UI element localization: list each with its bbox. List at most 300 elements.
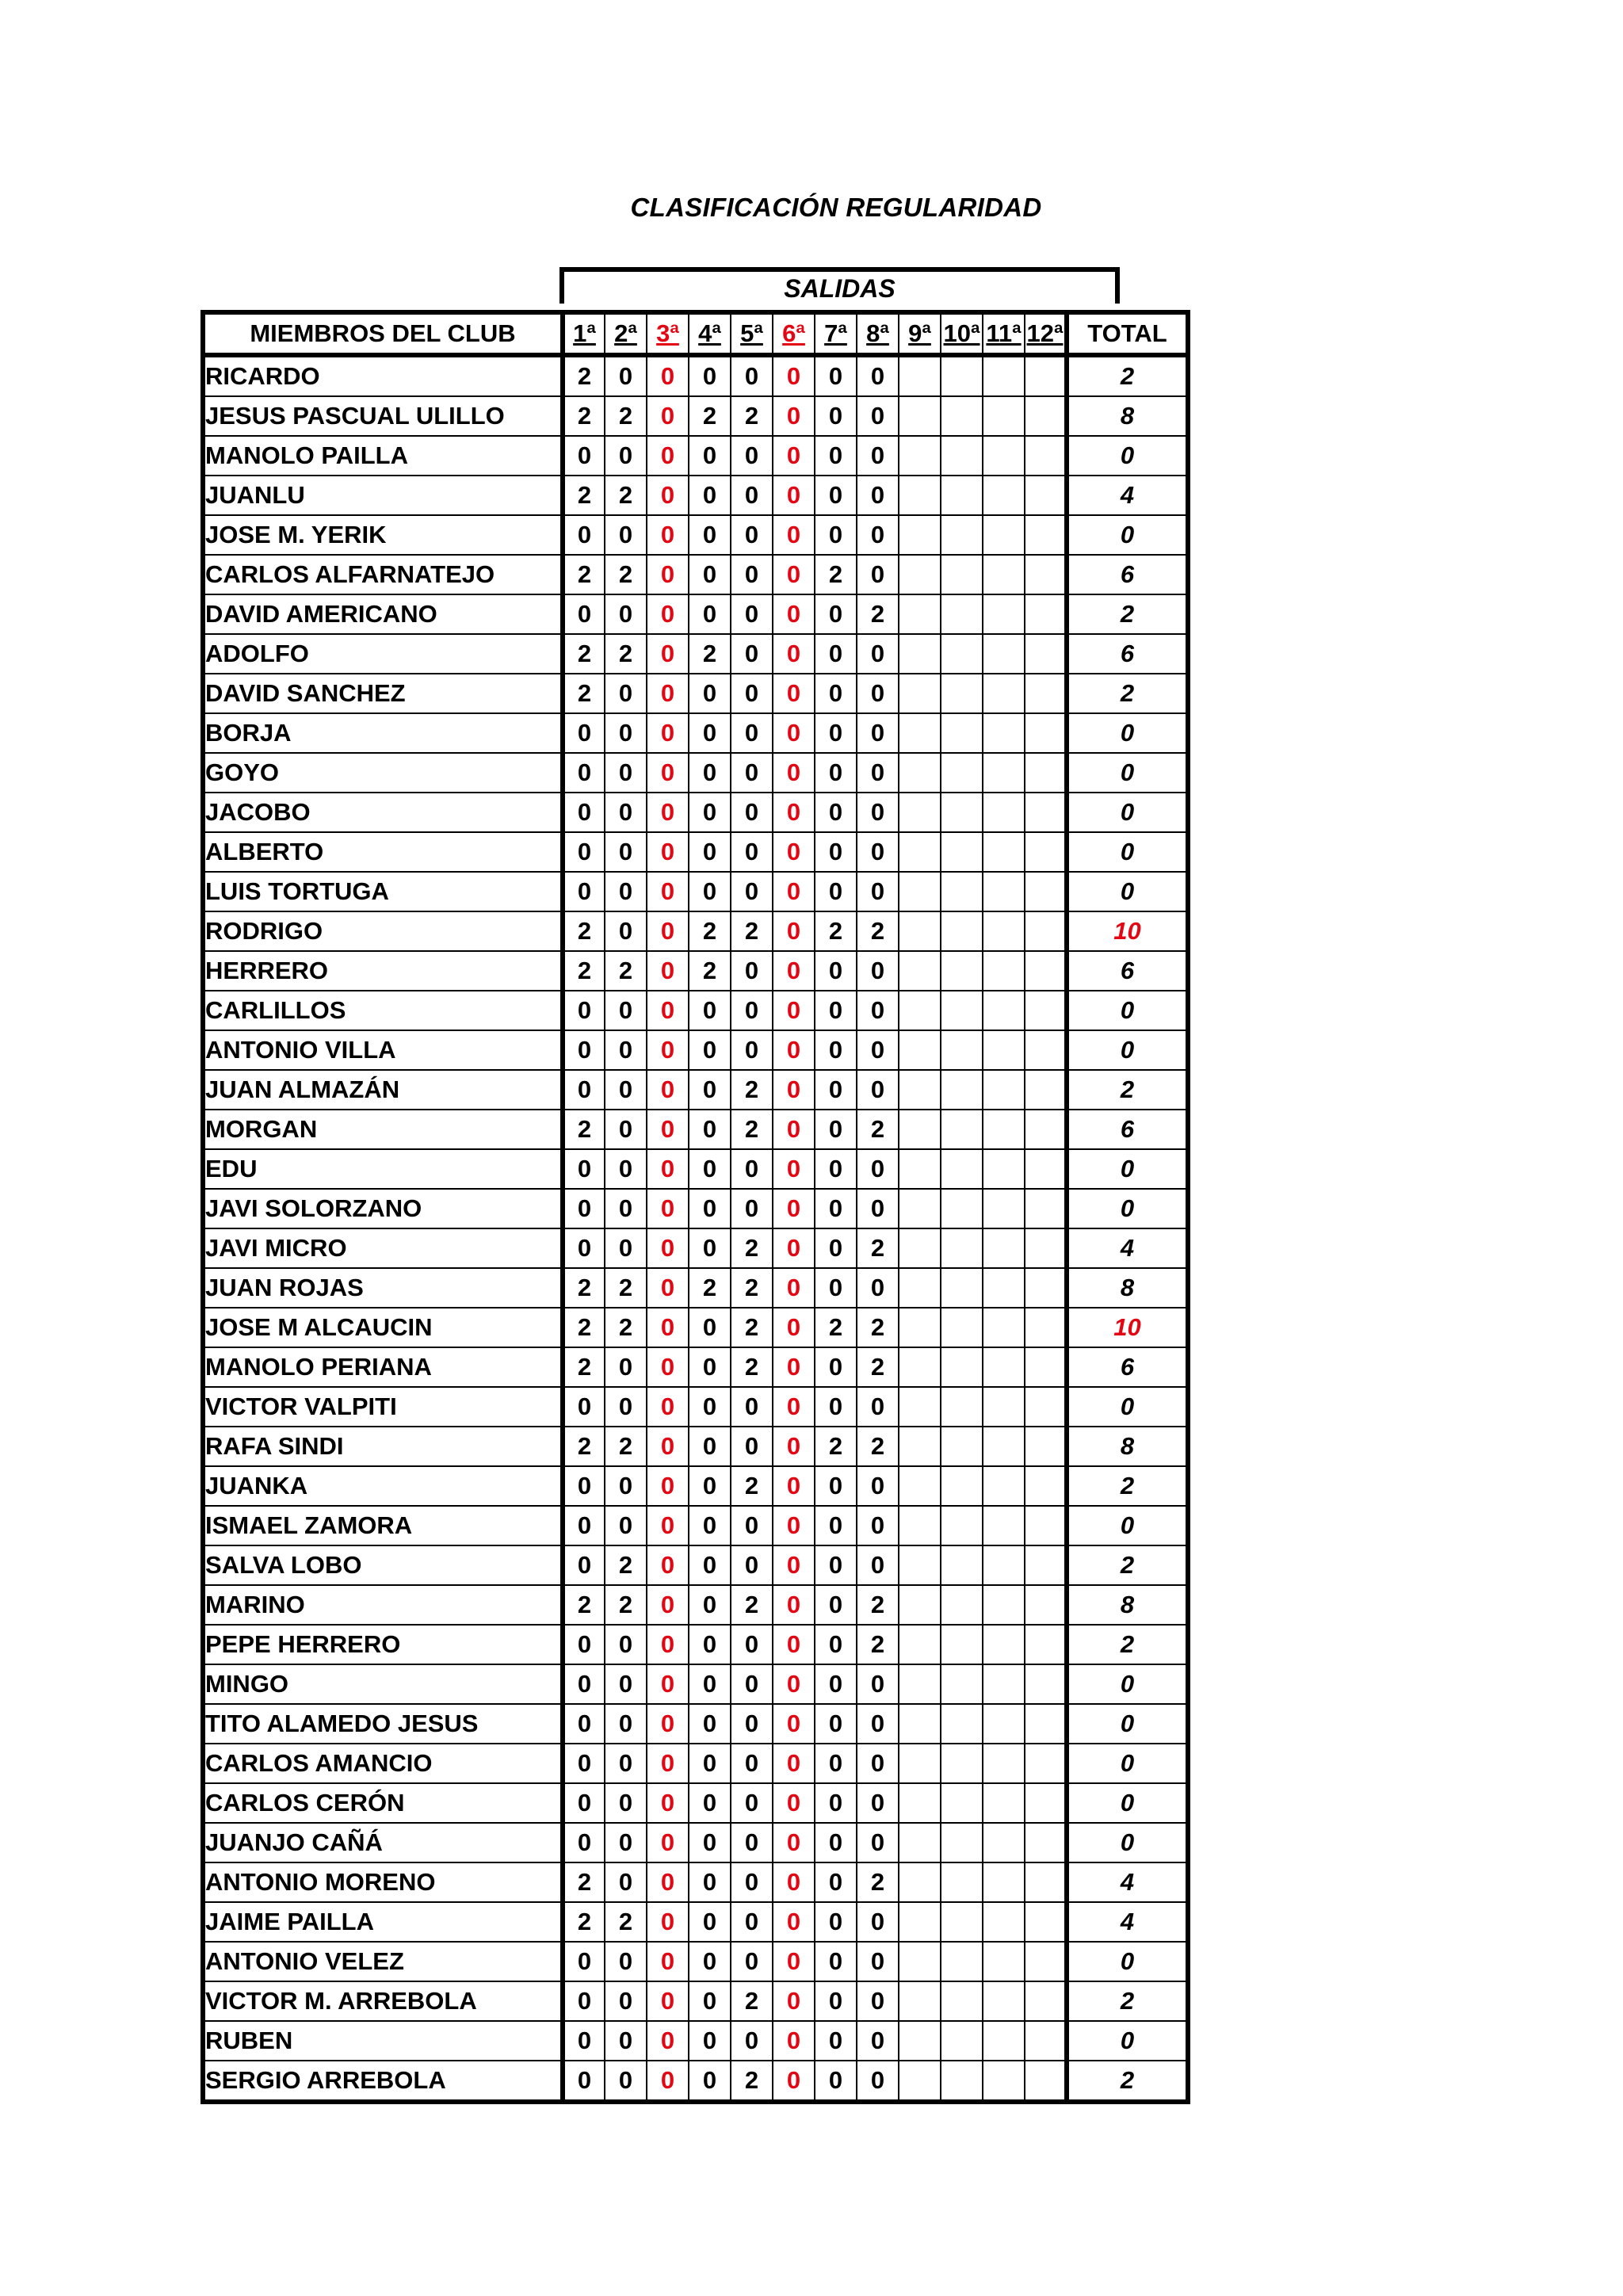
score-cell: 0 <box>731 1823 773 1862</box>
score-cell: 0 <box>773 1981 815 2021</box>
score-cell <box>899 713 941 753</box>
score-cell <box>899 1070 941 1110</box>
score-cell: 0 <box>773 355 815 396</box>
score-cell <box>941 2061 983 2102</box>
score-cell: 0 <box>857 436 899 476</box>
score-cell: 2 <box>689 634 731 674</box>
score-cell <box>941 872 983 911</box>
member-total: 0 <box>1067 1506 1188 1545</box>
score-cell: 0 <box>605 1942 647 1981</box>
score-cell: 0 <box>773 1664 815 1704</box>
score-cell: 0 <box>773 674 815 713</box>
score-cell: 2 <box>563 1347 605 1387</box>
score-cell: 0 <box>773 991 815 1030</box>
score-cell <box>941 476 983 515</box>
round-header: 4ª <box>689 312 731 355</box>
score-cell: 0 <box>773 1149 815 1189</box>
score-cell: 0 <box>857 674 899 713</box>
member-total: 6 <box>1067 1347 1188 1387</box>
score-cell <box>1025 1030 1067 1070</box>
score-cell: 2 <box>731 1308 773 1347</box>
round-header: 11ª <box>983 312 1025 355</box>
score-cell <box>1025 1308 1067 1347</box>
score-cell <box>983 1862 1025 1902</box>
score-cell <box>899 1189 941 1228</box>
score-cell <box>1025 1744 1067 1783</box>
member-name: JAIME PAILLA <box>203 1902 563 1942</box>
score-cell: 0 <box>773 1942 815 1981</box>
score-cell: 0 <box>731 515 773 555</box>
member-total: 0 <box>1067 2021 1188 2061</box>
score-cell <box>1025 396 1067 436</box>
score-cell <box>941 594 983 634</box>
score-cell: 0 <box>563 1149 605 1189</box>
table-row <box>203 1783 1188 1823</box>
score-cell: 0 <box>689 1862 731 1902</box>
score-cell: 0 <box>605 832 647 872</box>
score-cell: 0 <box>689 1466 731 1506</box>
score-cell: 0 <box>773 1228 815 1268</box>
score-cell: 0 <box>731 713 773 753</box>
member-name: CARLOS CERÓN <box>203 1783 563 1823</box>
score-cell: 0 <box>773 1347 815 1387</box>
round-header: 2ª <box>605 312 647 355</box>
score-cell: 2 <box>731 1981 773 2021</box>
member-name: RAFA SINDI <box>203 1427 563 1466</box>
member-name: ANTONIO VILLA <box>203 1030 563 1070</box>
salidas-header: SALIDAS <box>559 267 1120 304</box>
score-cell <box>983 634 1025 674</box>
score-cell: 2 <box>605 1902 647 1942</box>
table-row <box>203 1704 1188 1744</box>
member-name: JUAN ROJAS <box>203 1268 563 1308</box>
score-cell: 0 <box>605 1823 647 1862</box>
score-cell: 0 <box>731 951 773 991</box>
score-cell <box>899 1981 941 2021</box>
member-total: 8 <box>1067 1585 1188 1625</box>
score-cell <box>983 1228 1025 1268</box>
score-cell: 0 <box>689 1228 731 1268</box>
score-cell: 0 <box>857 2021 899 2061</box>
score-cell <box>941 1347 983 1387</box>
score-cell: 0 <box>731 793 773 832</box>
table-row <box>203 1110 1188 1149</box>
score-cell: 0 <box>605 436 647 476</box>
score-cell: 0 <box>689 1189 731 1228</box>
score-cell <box>899 555 941 594</box>
score-cell <box>983 1585 1025 1625</box>
score-cell <box>983 1308 1025 1347</box>
score-cell: 0 <box>857 634 899 674</box>
score-cell: 2 <box>563 1308 605 1347</box>
score-cell: 0 <box>689 1942 731 1981</box>
score-cell <box>983 793 1025 832</box>
score-cell: 0 <box>647 1625 689 1664</box>
score-cell: 0 <box>647 1387 689 1427</box>
score-cell: 0 <box>689 2021 731 2061</box>
score-cell <box>941 555 983 594</box>
score-cell: 0 <box>773 634 815 674</box>
score-cell: 2 <box>815 911 857 951</box>
score-cell: 0 <box>815 476 857 515</box>
score-cell <box>1025 1387 1067 1427</box>
score-cell <box>899 1506 941 1545</box>
score-cell: 0 <box>647 832 689 872</box>
score-cell <box>941 1268 983 1308</box>
score-cell: 2 <box>563 674 605 713</box>
score-cell: 0 <box>815 1704 857 1744</box>
score-cell: 0 <box>605 713 647 753</box>
score-cell: 0 <box>689 476 731 515</box>
score-cell <box>1025 1545 1067 1585</box>
score-cell: 2 <box>563 951 605 991</box>
score-cell <box>983 1545 1025 1585</box>
score-cell: 0 <box>815 1783 857 1823</box>
score-cell: 0 <box>605 515 647 555</box>
score-cell <box>941 1744 983 1783</box>
score-cell: 0 <box>731 1783 773 1823</box>
score-cell <box>1025 1664 1067 1704</box>
score-cell: 0 <box>689 1308 731 1347</box>
score-cell: 0 <box>773 1545 815 1585</box>
score-cell: 0 <box>773 515 815 555</box>
score-cell: 2 <box>563 1862 605 1902</box>
member-name: ANTONIO VELEZ <box>203 1942 563 1981</box>
table-row <box>203 1070 1188 1110</box>
total-column-header: TOTAL <box>1067 312 1188 355</box>
member-name: JACOBO <box>203 793 563 832</box>
score-cell: 0 <box>815 1070 857 1110</box>
score-cell: 0 <box>605 1506 647 1545</box>
score-cell <box>983 753 1025 793</box>
score-cell <box>941 1506 983 1545</box>
table-row <box>203 713 1188 753</box>
score-cell: 0 <box>773 1704 815 1744</box>
score-cell: 0 <box>689 1030 731 1070</box>
score-cell: 2 <box>605 951 647 991</box>
score-cell <box>983 1149 1025 1189</box>
score-cell: 0 <box>647 555 689 594</box>
round-header: 1ª <box>563 312 605 355</box>
member-total: 0 <box>1067 832 1188 872</box>
score-cell: 0 <box>815 1149 857 1189</box>
score-cell <box>941 1664 983 1704</box>
score-cell: 0 <box>689 713 731 753</box>
score-cell <box>983 713 1025 753</box>
score-cell <box>983 1981 1025 2021</box>
score-cell: 0 <box>647 1783 689 1823</box>
table-row <box>203 1466 1188 1506</box>
score-cell <box>1025 1585 1067 1625</box>
table-row <box>203 1427 1188 1466</box>
score-cell: 0 <box>647 1466 689 1506</box>
score-cell: 0 <box>647 396 689 436</box>
score-cell: 0 <box>689 594 731 634</box>
score-cell <box>899 396 941 436</box>
score-cell <box>1025 515 1067 555</box>
score-cell: 0 <box>563 1070 605 1110</box>
score-cell <box>941 1625 983 1664</box>
score-cell: 2 <box>605 476 647 515</box>
member-name: JAVI MICRO <box>203 1228 563 1268</box>
score-cell <box>941 1981 983 2021</box>
score-cell: 0 <box>605 911 647 951</box>
score-cell: 2 <box>731 1110 773 1149</box>
table-row <box>203 1981 1188 2021</box>
score-cell: 0 <box>857 1783 899 1823</box>
score-cell: 0 <box>857 753 899 793</box>
score-cell <box>899 1268 941 1308</box>
score-cell <box>899 1902 941 1942</box>
score-cell <box>941 1427 983 1466</box>
score-cell <box>983 1030 1025 1070</box>
score-cell: 0 <box>689 1149 731 1189</box>
score-cell <box>1025 1902 1067 1942</box>
score-cell: 0 <box>815 1506 857 1545</box>
score-cell: 0 <box>815 991 857 1030</box>
member-total: 0 <box>1067 1942 1188 1981</box>
score-cell: 0 <box>773 1110 815 1149</box>
member-total: 6 <box>1067 1110 1188 1149</box>
score-cell <box>983 872 1025 911</box>
score-cell: 0 <box>689 753 731 793</box>
score-cell: 0 <box>857 951 899 991</box>
round-header: 9ª <box>899 312 941 355</box>
score-cell: 0 <box>563 2021 605 2061</box>
score-cell: 0 <box>815 2021 857 2061</box>
score-cell <box>899 911 941 951</box>
score-cell: 0 <box>647 911 689 951</box>
score-cell <box>899 1783 941 1823</box>
score-cell <box>983 1189 1025 1228</box>
member-name: CARLOS AMANCIO <box>203 1744 563 1783</box>
score-cell: 0 <box>857 1387 899 1427</box>
member-name: DAVID AMERICANO <box>203 594 563 634</box>
table-row <box>203 436 1188 476</box>
score-cell <box>941 793 983 832</box>
score-cell: 0 <box>773 1427 815 1466</box>
score-cell <box>941 1466 983 1506</box>
table-row <box>203 355 1188 396</box>
score-cell: 2 <box>857 1347 899 1387</box>
score-cell: 0 <box>731 476 773 515</box>
score-cell: 0 <box>563 1942 605 1981</box>
score-cell: 0 <box>857 1506 899 1545</box>
member-name: RUBEN <box>203 2021 563 2061</box>
member-total: 2 <box>1067 2061 1188 2102</box>
score-cell: 2 <box>731 1347 773 1387</box>
score-cell <box>941 674 983 713</box>
score-cell: 0 <box>689 793 731 832</box>
score-cell: 0 <box>689 555 731 594</box>
score-cell: 0 <box>773 1030 815 1070</box>
score-cell: 2 <box>563 1902 605 1942</box>
score-cell: 0 <box>773 1070 815 1110</box>
score-cell <box>941 1585 983 1625</box>
score-cell: 2 <box>605 1545 647 1585</box>
score-cell: 0 <box>647 674 689 713</box>
member-name: JUANLU <box>203 476 563 515</box>
score-cell: 0 <box>773 476 815 515</box>
score-cell: 0 <box>563 1823 605 1862</box>
table-row <box>203 991 1188 1030</box>
score-cell <box>899 1862 941 1902</box>
member-total: 0 <box>1067 1387 1188 1427</box>
score-cell: 0 <box>605 2021 647 2061</box>
score-cell <box>983 1942 1025 1981</box>
score-cell: 0 <box>815 2061 857 2102</box>
score-cell: 0 <box>857 396 899 436</box>
score-cell: 0 <box>815 1625 857 1664</box>
member-total: 2 <box>1067 1981 1188 2021</box>
score-cell: 0 <box>731 1149 773 1189</box>
score-cell <box>899 1308 941 1347</box>
score-cell: 0 <box>647 991 689 1030</box>
score-cell: 0 <box>563 1744 605 1783</box>
score-cell: 0 <box>647 1506 689 1545</box>
score-cell: 0 <box>605 1744 647 1783</box>
score-cell <box>941 1862 983 1902</box>
score-cell: 0 <box>563 1545 605 1585</box>
member-name: PEPE HERRERO <box>203 1625 563 1664</box>
score-cell <box>983 355 1025 396</box>
score-cell: 0 <box>689 355 731 396</box>
score-cell <box>941 1545 983 1585</box>
score-cell: 0 <box>647 1823 689 1862</box>
score-cell <box>1025 1942 1067 1981</box>
member-name: CARLILLOS <box>203 991 563 1030</box>
score-cell: 2 <box>857 1110 899 1149</box>
score-cell: 0 <box>731 1506 773 1545</box>
score-cell <box>1025 594 1067 634</box>
score-cell <box>899 1149 941 1189</box>
score-cell: 0 <box>563 1189 605 1228</box>
table-row <box>203 832 1188 872</box>
score-cell: 0 <box>857 1149 899 1189</box>
score-cell <box>941 1189 983 1228</box>
score-cell: 0 <box>773 594 815 634</box>
score-cell <box>899 1942 941 1981</box>
score-cell: 2 <box>605 1308 647 1347</box>
score-cell: 0 <box>563 515 605 555</box>
round-header: 5ª <box>731 312 773 355</box>
score-cell: 0 <box>857 1189 899 1228</box>
score-cell: 0 <box>647 1902 689 1942</box>
score-cell: 2 <box>815 555 857 594</box>
score-cell: 0 <box>563 872 605 911</box>
score-cell <box>899 476 941 515</box>
score-cell <box>983 436 1025 476</box>
score-cell <box>983 991 1025 1030</box>
score-cell <box>1025 1783 1067 1823</box>
score-cell: 0 <box>731 2021 773 2061</box>
score-cell: 2 <box>563 555 605 594</box>
score-cell: 0 <box>563 753 605 793</box>
score-cell: 0 <box>857 793 899 832</box>
score-cell: 0 <box>857 1268 899 1308</box>
score-cell: 0 <box>731 832 773 872</box>
table-row <box>203 1744 1188 1783</box>
score-cell: 0 <box>689 1744 731 1783</box>
score-cell <box>899 1704 941 1744</box>
score-cell: 0 <box>647 1268 689 1308</box>
score-cell: 0 <box>605 674 647 713</box>
score-cell <box>983 674 1025 713</box>
score-cell <box>899 2021 941 2061</box>
score-cell: 0 <box>773 793 815 832</box>
score-cell: 0 <box>605 1228 647 1268</box>
score-cell: 0 <box>731 1030 773 1070</box>
member-total: 0 <box>1067 1783 1188 1823</box>
score-cell <box>899 1545 941 1585</box>
score-cell <box>983 555 1025 594</box>
score-cell: 0 <box>857 1744 899 1783</box>
score-cell <box>1025 951 1067 991</box>
score-cell <box>983 1744 1025 1783</box>
round-header: 8ª <box>857 312 899 355</box>
score-cell: 0 <box>605 1704 647 1744</box>
score-cell: 0 <box>647 2061 689 2102</box>
score-cell: 0 <box>647 1585 689 1625</box>
round-header: 3ª <box>647 312 689 355</box>
score-cell: 0 <box>689 1823 731 1862</box>
score-cell <box>1025 476 1067 515</box>
score-cell: 0 <box>605 1030 647 1070</box>
score-cell: 0 <box>731 1902 773 1942</box>
score-cell: 0 <box>689 1664 731 1704</box>
score-cell: 2 <box>731 1585 773 1625</box>
score-cell <box>983 1110 1025 1149</box>
score-cell: 0 <box>605 2061 647 2102</box>
member-total: 2 <box>1067 674 1188 713</box>
score-cell: 0 <box>773 2061 815 2102</box>
score-cell: 0 <box>731 674 773 713</box>
score-cell: 0 <box>815 515 857 555</box>
score-cell <box>899 1030 941 1070</box>
score-cell: 2 <box>731 911 773 951</box>
score-cell: 0 <box>647 2021 689 2061</box>
score-cell: 0 <box>647 1228 689 1268</box>
score-cell <box>983 1466 1025 1506</box>
score-cell <box>899 1228 941 1268</box>
score-cell: 2 <box>857 1427 899 1466</box>
score-cell <box>1025 436 1067 476</box>
score-cell: 0 <box>857 1823 899 1862</box>
table-row <box>203 2061 1188 2102</box>
score-cell <box>1025 1427 1067 1466</box>
score-cell: 0 <box>815 1030 857 1070</box>
score-cell <box>899 1466 941 1506</box>
member-name: JESUS PASCUAL ULILLO <box>203 396 563 436</box>
score-cell <box>983 832 1025 872</box>
member-name: MANOLO PAILLA <box>203 436 563 476</box>
score-cell: 0 <box>773 1268 815 1308</box>
score-cell: 0 <box>815 1744 857 1783</box>
score-cell: 0 <box>689 1427 731 1466</box>
score-cell: 2 <box>563 911 605 951</box>
score-cell: 0 <box>647 793 689 832</box>
score-cell: 0 <box>689 674 731 713</box>
score-cell: 0 <box>605 1625 647 1664</box>
score-cell: 2 <box>857 594 899 634</box>
score-cell <box>899 1110 941 1149</box>
score-cell: 0 <box>563 1228 605 1268</box>
member-total: 6 <box>1067 951 1188 991</box>
member-name: ALBERTO <box>203 832 563 872</box>
table-row <box>203 674 1188 713</box>
score-cell <box>899 1744 941 1783</box>
table-row <box>203 396 1188 436</box>
